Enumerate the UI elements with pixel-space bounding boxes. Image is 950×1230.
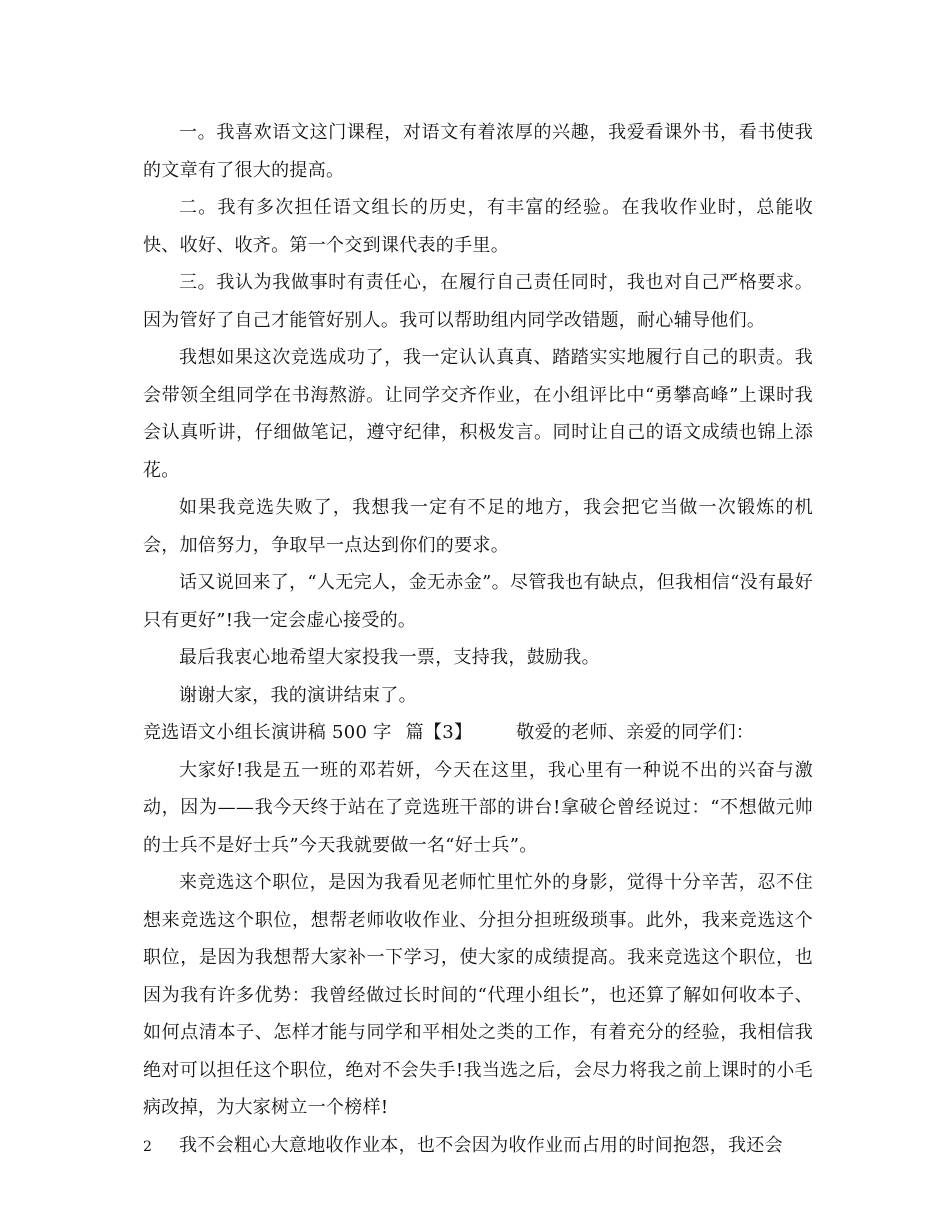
paragraph: 如果我竞选失败了，我想我一定有不足的地方，我会把它当做一次锻炼的机会，加倍努力，争取早一点达到你们的要求。 — [143, 497, 813, 556]
paragraph: 最后我衷心地希望大家投我一票，支持我，鼓励我。 — [179, 647, 600, 668]
paragraph: 我不会粗心大意地收作业本，也不会因为收作业而占用的时间抱怨，我还会 — [179, 1134, 783, 1156]
document-body — [143, 114, 813, 1164]
section-greeting: 敬爱的老师、亲爱的同学们： — [516, 722, 755, 743]
paragraph: 二。我有多次担任语文组长的历史，有丰富的经验。在我收作业时，总能收快、收好、收齐。第一个交到课代表的手里。 — [143, 197, 813, 256]
paragraph: 谢谢大家，我的演讲结束了。 — [179, 684, 417, 706]
section-part-label: 篇【3】 — [405, 722, 473, 743]
paragraph: 我想如果这次竞选成功了，我一定认认真真、踏踏实实地履行自己的职责。我会带领全组同学在书海熬游。让同学交齐作业，在小组评比中“勇攀高峰”上课时我会认真听讲，仔细做笔记，遵守纪律，积极发言。同时让自己的语文成绩也锦上添花。 — [143, 347, 813, 481]
section-title: 竞选语文小组长演讲稿 500 字 — [143, 722, 392, 743]
paragraph: 话又说回来了，“人无完人，金无赤金”。尽管我也有缺点，但我相信“没有最好只有更好”!我一定会虚心接受的。 — [143, 572, 813, 631]
paragraph: 来竞选这个职位，是因为我看见老师忙里忙外的身影，觉得十分辛苦，忍不住想来竞选这个职位，想帮老师收收作业、分担分担班级琐事。此外，我来竞选这个职位，是因为我想帮大家补一下学习，使大家的成绩提高。我来竞选这个职位，也因为我有许多优势：我曾经做过长时间的“代理小组长”，也还算了解如何收本子、如何点清本子、怎样才能与同学和平相处之类的工作，有着充分的经验，我相信我绝对可以担任这个职位，绝对不会失手!我当选之后，会尽力将我之前上课时的小毛病改掉，为大家树立一个榜样! — [143, 872, 813, 1118]
section-heading — [143, 714, 813, 752]
paragraph: 三。我认为我做事时有责任心，在履行自己责任同时，我也对自己严格要求。因为管好了自己才能管好别人。我可以帮助组内同学改错题，耐心辅导他们。 — [143, 272, 813, 331]
paragraph: 大家好!我是五一班的邓若妍，今天在这里，我心里有一种说不出的兴奋与激动，因为——我今天终于站在了竞选班干部的讲台!拿破仑曾经说过：“不想做元帅的士兵不是好士兵”今天我就要做一名“好士兵”。 — [143, 759, 813, 856]
paragraph: 一。我喜欢语文这门课程，对语文有着浓厚的兴趣，我爱看课外书，看书使我的文章有了很大的提高。 — [143, 122, 813, 181]
page-number: 2 — [143, 1139, 152, 1155]
